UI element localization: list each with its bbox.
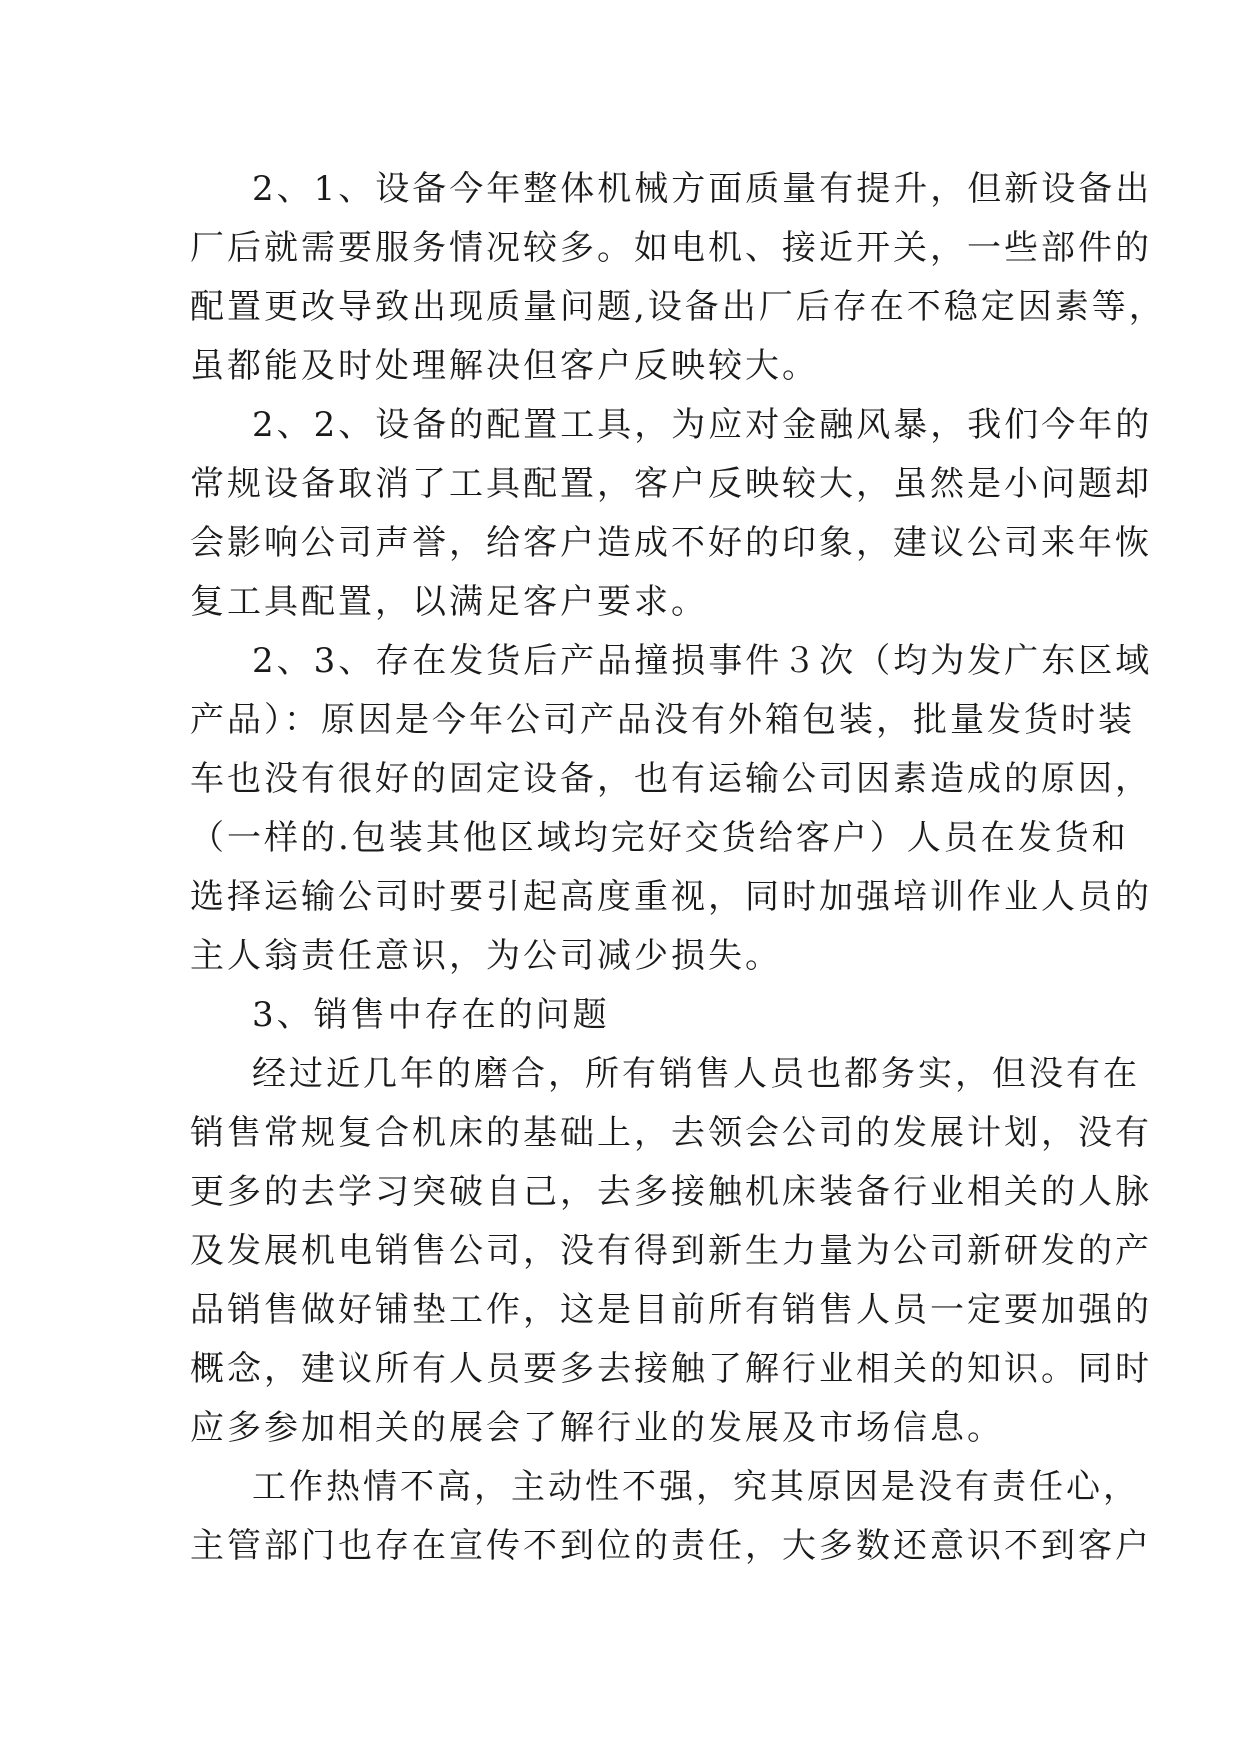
paragraph-sales-line-2: 销售常规复合机床的基础上，去领会公司的发展计划，没有	[190, 1113, 1152, 1153]
paragraph-2-1-line-4: 虽都能及时处理解决但客户反映较大。	[190, 346, 819, 386]
paragraph-sales-line-5: 品销售做好铺垫工作，这是目前所有销售人员一定要加强的	[190, 1290, 1152, 1330]
paragraph-2-3-line-1: 2、3、存在发货后产品撞损事件３次（均为发广东区域	[252, 641, 1153, 681]
paragraph-sales-line-4: 及发展机电销售公司，没有得到新生力量为公司新研发的产	[190, 1231, 1152, 1271]
paragraph-2-3-line-4: （一样的.包装其他区域均完好交货给客户）人员在发货和	[190, 818, 1129, 858]
paragraph-2-1-line-3: 配置更改导致出现质量问题,设备出厂后存在不稳定因素等，	[190, 287, 1166, 327]
paragraph-2-3-line-3: 车也没有很好的固定设备，也有运输公司因素造成的原因，	[190, 759, 1152, 799]
paragraph-2-2-line-1: 2、2、设备的配置工具，为应对金融风暴，我们今年的	[252, 405, 1153, 445]
paragraph-2-3-line-5: 选择运输公司时要引起高度重视，同时加强培训作业人员的	[190, 877, 1152, 917]
section-heading-3: 3、销售中存在的问题	[252, 995, 610, 1035]
document-body	[190, 160, 1166, 1576]
paragraph-2-2-line-2: 常规设备取消了工具配置，客户反映较大，虽然是小问题却	[190, 464, 1152, 504]
paragraph-2-1-line-2: 厂后就需要服务情况较多。如电机、接近开关，一些部件的	[190, 228, 1152, 268]
paragraph-work-line-2: 主管部门也存在宣传不到位的责任，大多数还意识不到客户	[190, 1526, 1152, 1566]
paragraph-2-2-line-3: 会影响公司声誉，给客户造成不好的印象，建议公司来年恢	[190, 523, 1152, 563]
paragraph-2-3-line-2: 产品）：原因是今年公司产品没有外箱包装，批量发货时装	[190, 700, 1135, 740]
paragraph-2-2-line-4: 复工具配置，以满足客户要求。	[190, 582, 708, 622]
paragraph-sales-line-6: 概念，建议所有人员要多去接触了解行业相关的知识。同时	[190, 1349, 1152, 1389]
paragraph-2-1-line-1: 2、1、设备今年整体机械方面质量有提升，但新设备出	[252, 169, 1153, 209]
paragraph-2-3-line-6: 主人翁责任意识，为公司减少损失。	[190, 936, 782, 976]
paragraph-sales-line-3: 更多的去学习突破自己，去多接触机床装备行业相关的人脉	[190, 1172, 1152, 1212]
paragraph-sales-line-1: 经过近几年的磨合，所有销售人员也都务实，但没有在	[252, 1054, 1140, 1094]
paragraph-sales-line-7: 应多参加相关的展会了解行业的发展及市场信息。	[190, 1408, 1004, 1448]
paragraph-work-line-1: 工作热情不高，主动性不强，究其原因是没有责任心，	[252, 1467, 1140, 1507]
